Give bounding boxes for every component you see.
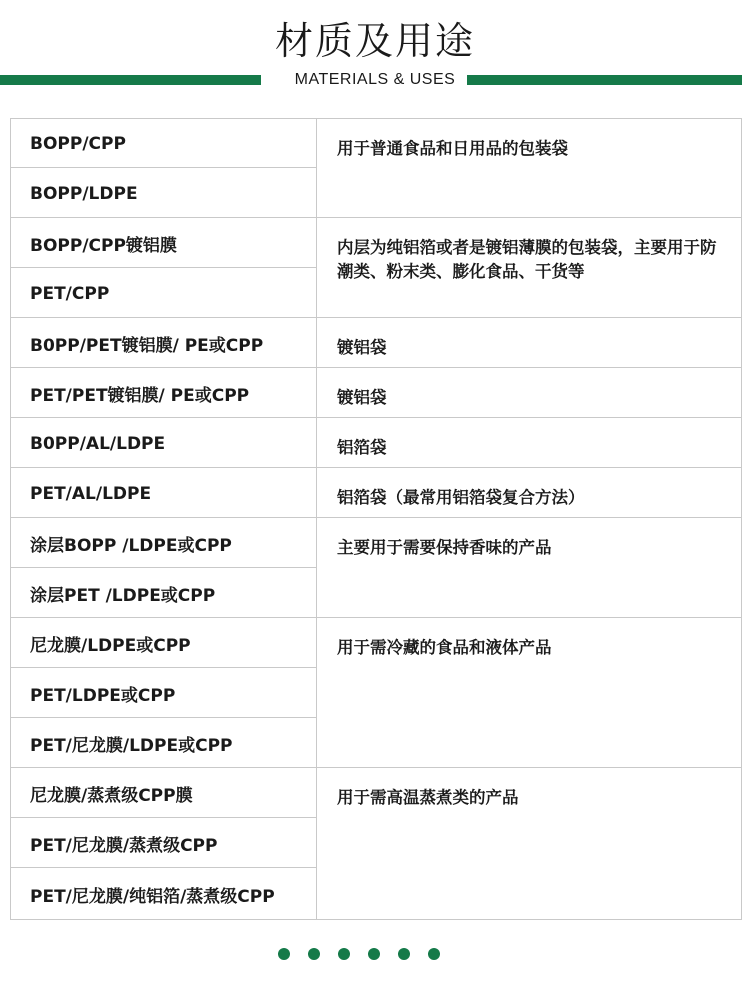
pagination-dots	[278, 948, 478, 962]
use-cell: 用于需冷藏的食品和液体产品	[317, 618, 742, 768]
table-row	[11, 218, 742, 268]
pagination-dot	[398, 948, 410, 960]
pagination-dot	[278, 948, 290, 960]
material-cell: 涂层PET /LDPE或CPP	[11, 568, 317, 618]
material-cell: B0PP/PET镀铝膜/ PE或CPP	[11, 318, 317, 368]
use-cell: 主要用于需要保持香味的产品	[317, 518, 742, 618]
material-cell: BOPP/CPP	[11, 119, 317, 168]
table-row	[11, 618, 742, 668]
pagination-dot	[308, 948, 320, 960]
material-cell: PET/AL/LDPE	[11, 468, 317, 518]
material-cell: PET/LDPE或CPP	[11, 668, 317, 718]
use-cell: 内层为纯铝箔或者是镀铝薄膜的包装袋，主要用于防潮类、粉末类、膨化食品、干货等	[317, 218, 742, 318]
use-cell: 用于普通食品和日用品的包装袋	[317, 119, 742, 218]
material-cell: PET/CPP	[11, 268, 317, 318]
material-cell: 尼龙膜/LDPE或CPP	[11, 618, 317, 668]
material-cell: PET/尼龙膜/蒸煮级CPP	[11, 818, 317, 868]
page-subtitle: MATERIALS & USES	[294, 71, 456, 88]
pagination-dot	[338, 948, 350, 960]
material-cell: 涂层BOPP /LDPE或CPP	[11, 518, 317, 568]
accent-bar-right	[467, 75, 742, 85]
material-cell: BOPP/CPP镀铝膜	[11, 218, 317, 268]
pagination-dot	[368, 948, 380, 960]
materials-table	[10, 118, 742, 920]
use-cell: 镀铝袋	[317, 368, 742, 418]
table-row	[11, 318, 742, 368]
use-cell: 用于需高温蒸煮类的产品	[317, 768, 742, 920]
use-cell: 铝箔袋（最常用铝箔袋复合方法）	[317, 468, 742, 518]
page-title: 材质及用途	[274, 19, 475, 63]
table-row	[11, 368, 742, 418]
material-cell: 尼龙膜/蒸煮级CPP膜	[11, 768, 317, 818]
pagination-dot	[428, 948, 440, 960]
table-row	[11, 119, 742, 168]
material-cell: PET/PET镀铝膜/ PE或CPP	[11, 368, 317, 418]
material-cell: BOPP/LDPE	[11, 168, 317, 218]
table-row	[11, 518, 742, 568]
use-cell: 镀铝袋	[317, 318, 742, 368]
table-row	[11, 768, 742, 818]
material-cell: B0PP/AL/LDPE	[11, 418, 317, 468]
use-cell: 铝箔袋	[317, 418, 742, 468]
material-cell: PET/尼龙膜/纯铝箔/蒸煮级CPP	[11, 868, 317, 920]
table-row	[11, 468, 742, 518]
table-row	[11, 418, 742, 468]
material-cell: PET/尼龙膜/LDPE或CPP	[11, 718, 317, 768]
